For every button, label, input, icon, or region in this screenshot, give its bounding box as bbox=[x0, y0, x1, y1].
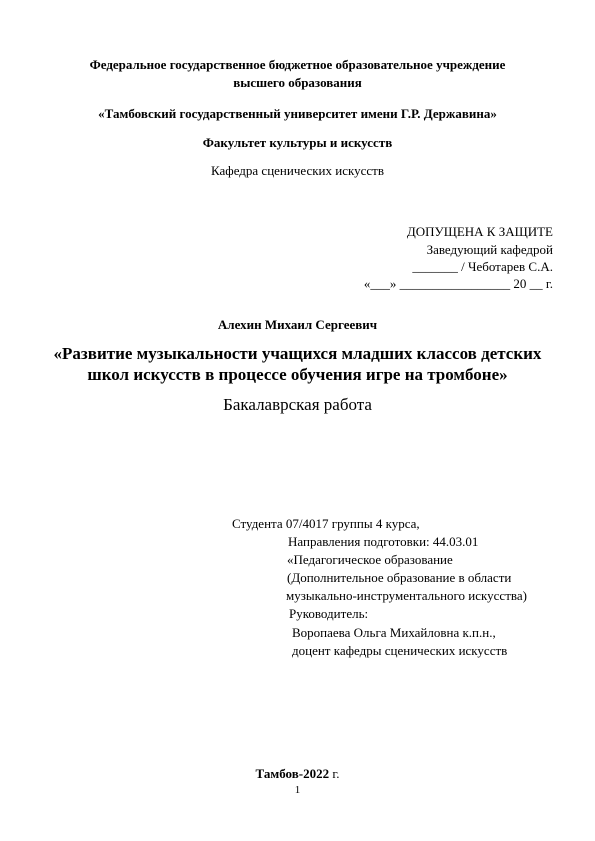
year-suffix: г. bbox=[329, 766, 340, 781]
profile-line-3: музыкально-инструментального искусства) bbox=[286, 588, 527, 603]
student-group: Студента 07/4017 группы 4 курса, bbox=[232, 516, 420, 531]
approval-date: «___» _________________ 20 __ г. bbox=[363, 276, 553, 291]
profile-line-2: (Дополнительное образование в области bbox=[287, 570, 512, 585]
study-direction: Направления подготовки: 44.03.01 bbox=[288, 534, 479, 549]
supervisor-name: Воропаева Ольга Михайловна к.п.н., bbox=[292, 625, 496, 640]
approval-title: ДОПУЩЕНА К ЗАЩИТЕ bbox=[406, 224, 553, 239]
supervisor-position: доцент кафедры сценических искусств bbox=[292, 643, 508, 658]
profile-line-1: «Педагогическое образование bbox=[287, 552, 453, 567]
department-name: Кафедра сценических искусств bbox=[211, 163, 384, 178]
organization-line-1: Федеральное государственное бюджетное образовательное учреждение bbox=[89, 57, 506, 72]
city-year bbox=[0, 767, 595, 780]
thesis-title-line-2: школ искусств в процессе обучения игре на тромбоне» bbox=[87, 365, 508, 384]
page-number: 1 bbox=[294, 784, 301, 796]
organization-line-2: высшего образования bbox=[233, 75, 362, 90]
author-name: Алехин Михаил Сергеевич bbox=[217, 317, 378, 332]
faculty-name: Факультет культуры и искусств bbox=[202, 135, 393, 150]
city-year-text: Тамбов-2022 bbox=[255, 766, 330, 781]
university-name: «Тамбовский государственный университет имени Г.Р. Державина» bbox=[98, 106, 497, 121]
thesis-title-line-1: «Развитие музыкальности учащихся младших классов детских bbox=[53, 344, 542, 363]
approval-signature: _______ / Чеботарев С.А. bbox=[412, 259, 553, 274]
supervisor-label: Руководитель: bbox=[289, 606, 369, 621]
thesis-type: Бакалаврская работа bbox=[223, 395, 372, 414]
approval-position: Заведующий кафедрой bbox=[426, 242, 553, 257]
